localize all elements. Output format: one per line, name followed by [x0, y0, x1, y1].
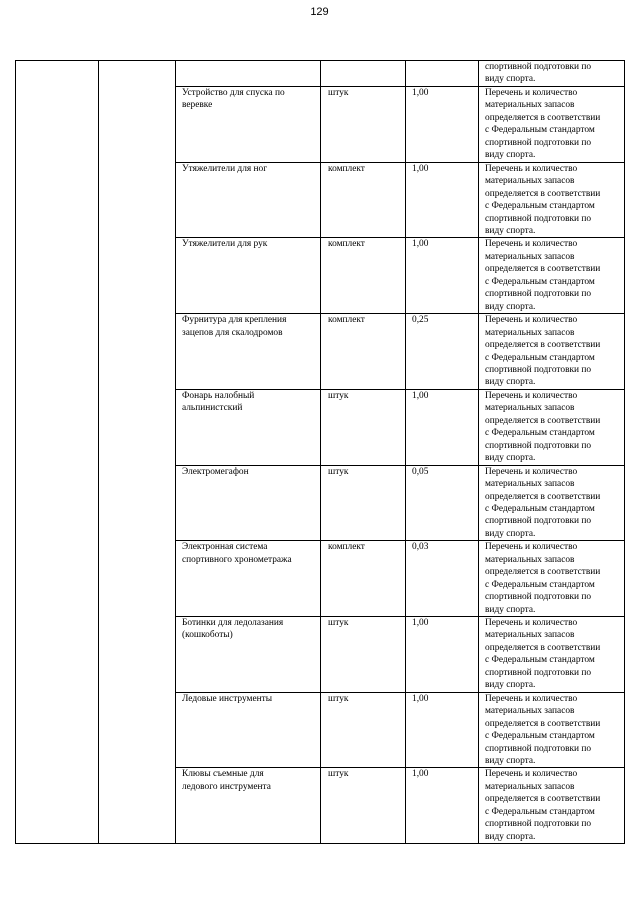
equipment-table — [15, 60, 625, 844]
item-name-cell: Устройство для спуска по веревке — [176, 87, 321, 163]
unit-cell: комплект — [321, 162, 406, 238]
quantity-cell: 1,00 — [406, 692, 479, 768]
page-number: 129 — [310, 6, 329, 18]
quantity-cell — [406, 61, 479, 87]
item-name-cell: Утяжелители для рук — [176, 238, 321, 314]
unit-cell: штук — [321, 692, 406, 768]
note-cell: Перечень и количество материальных запасов определяется в соответствии с Федеральным стандартом спортивной подготовки по виду спорта. — [479, 541, 625, 617]
unit-cell: штук — [321, 87, 406, 163]
unit-cell: штук — [321, 389, 406, 465]
table-body — [16, 61, 625, 844]
unit-cell — [321, 61, 406, 87]
item-name-cell — [176, 61, 321, 87]
note-cell: Перечень и количество материальных запасов определяется в соответствии с Федеральным стандартом спортивной подготовки по виду спорта. — [479, 87, 625, 163]
quantity-cell: 1,00 — [406, 768, 479, 844]
item-name-cell: Утяжелители для ног — [176, 162, 321, 238]
quantity-cell: 0,25 — [406, 314, 479, 390]
unit-cell: штук — [321, 465, 406, 541]
merged-cell-col1 — [16, 61, 99, 844]
item-name-cell: Ботинки для ледолазания (кошкоботы) — [176, 617, 321, 693]
unit-cell: штук — [321, 768, 406, 844]
item-name-cell: Электромегафон — [176, 465, 321, 541]
quantity-cell: 0,03 — [406, 541, 479, 617]
quantity-cell: 1,00 — [406, 389, 479, 465]
table-row-continuation — [16, 61, 625, 87]
quantity-cell: 1,00 — [406, 617, 479, 693]
note-cell: Перечень и количество материальных запасов определяется в соответствии с Федеральным стандартом спортивной подготовки по виду спорта. — [479, 692, 625, 768]
item-name-cell: Фурнитура для крепления зацепов для скалодромов — [176, 314, 321, 390]
note-cell: спортивной подготовки по виду спорта. — [479, 61, 625, 87]
unit-cell: комплект — [321, 314, 406, 390]
unit-cell: комплект — [321, 238, 406, 314]
unit-cell: комплект — [321, 541, 406, 617]
note-cell: Перечень и количество материальных запасов определяется в соответствии с Федеральным стандартом спортивной подготовки по виду спорта. — [479, 617, 625, 693]
item-name-cell: Клювы съемные для ледового инструмента — [176, 768, 321, 844]
item-name-cell: Фонарь налобный альпинистский — [176, 389, 321, 465]
item-name-cell: Электронная система спортивного хронометража — [176, 541, 321, 617]
quantity-cell: 1,00 — [406, 87, 479, 163]
quantity-cell: 1,00 — [406, 238, 479, 314]
quantity-cell: 1,00 — [406, 162, 479, 238]
unit-cell: штук — [321, 617, 406, 693]
note-cell: Перечень и количество материальных запасов определяется в соответствии с Федеральным стандартом спортивной подготовки по виду спорта. — [479, 768, 625, 844]
item-name-cell: Ледовые инструменты — [176, 692, 321, 768]
quantity-cell: 0,05 — [406, 465, 479, 541]
note-cell: Перечень и количество материальных запасов определяется в соответствии с Федеральным стандартом спортивной подготовки по виду спорта. — [479, 465, 625, 541]
note-cell: Перечень и количество материальных запасов определяется в соответствии с Федеральным стандартом спортивной подготовки по виду спорта. — [479, 389, 625, 465]
note-cell: Перечень и количество материальных запасов определяется в соответствии с Федеральным стандартом спортивной подготовки по виду спорта. — [479, 162, 625, 238]
merged-cell-col2 — [99, 61, 176, 844]
note-cell: Перечень и количество материальных запасов определяется в соответствии с Федеральным стандартом спортивной подготовки по виду спорта. — [479, 238, 625, 314]
note-cell: Перечень и количество материальных запасов определяется в соответствии с Федеральным стандартом спортивной подготовки по виду спорта. — [479, 314, 625, 390]
